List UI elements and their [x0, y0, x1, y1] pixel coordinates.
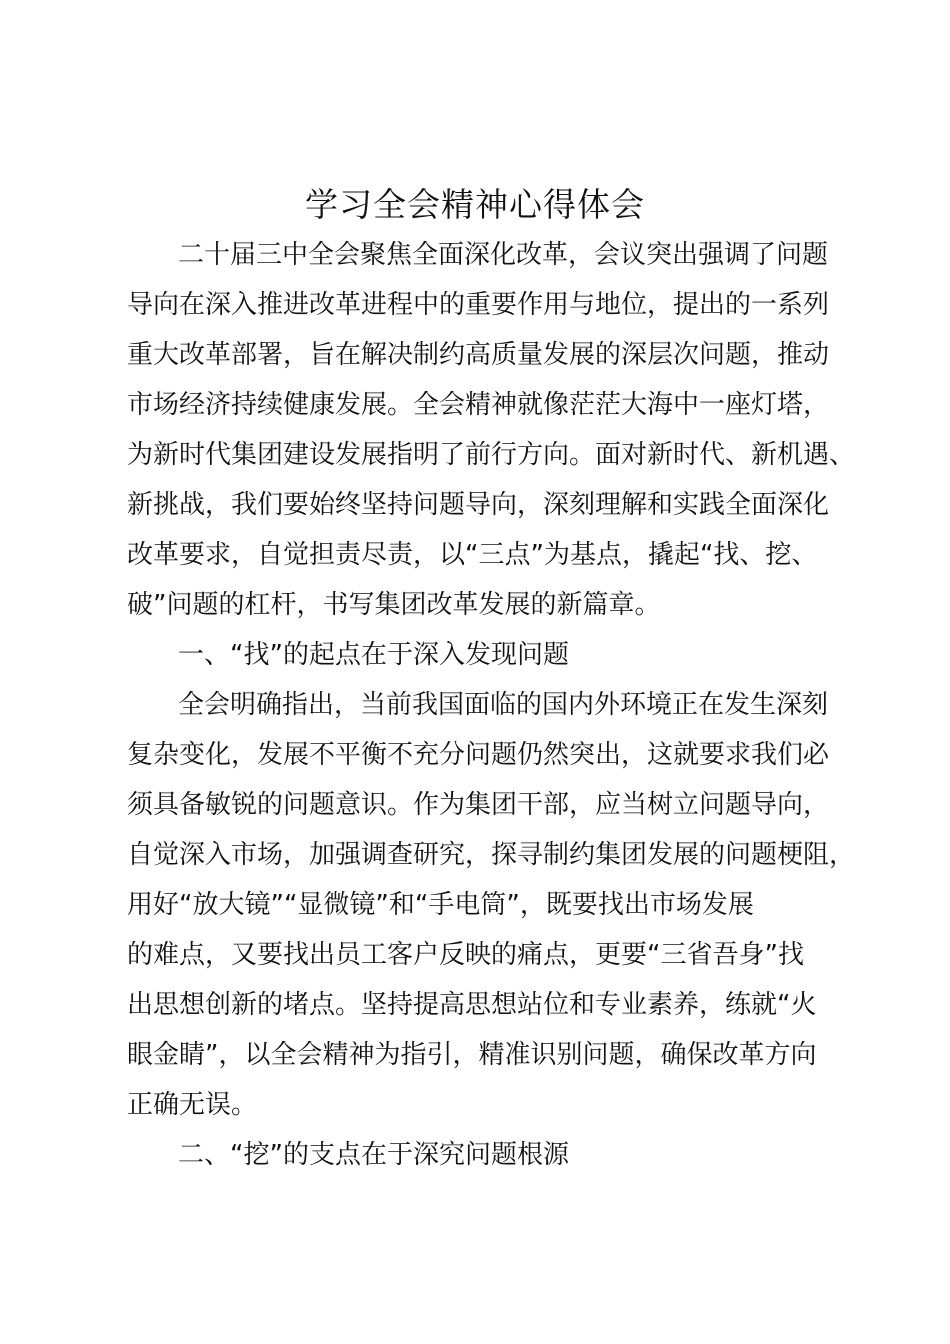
section-heading: 二、“挖”的支点在于深究问题根源 — [178, 1140, 569, 1170]
body-line: 为新时代集团建设发展指明了前行方向。面对新时代、新机遇、 — [127, 440, 856, 470]
document-title: 学习全会精神心得体会 — [305, 185, 645, 224]
body-line: 改革要求，自觉担责尽责，以“三点”为基点，撬起“找、挖、 — [127, 540, 818, 570]
section-heading: 一、“找”的起点在于深入发现问题 — [178, 640, 569, 670]
body-line: 复杂变化，发展不平衡不充分问题仍然突出，这就要求我们必 — [127, 740, 830, 770]
body-line: 市场经济持续健康发展。全会精神就像茫茫大海中一座灯塔， — [127, 390, 830, 420]
body-line: 须具备敏锐的问题意识。作为集团干部，应当树立问题导向， — [127, 790, 830, 820]
body-line: 破”问题的杠杆，书写集团改革发展的新篇章。 — [127, 590, 661, 620]
body-line: 全会明确指出，当前我国面临的国内外环境正在发生深刻 — [178, 690, 829, 720]
body-line: 正确无误。 — [127, 1090, 258, 1120]
body-line: 自觉深入市场，加强调查研究，探寻制约集团发展的问题梗阻， — [127, 840, 856, 870]
body-line: 的难点，又要找出员工客户反映的痛点，更要“三省吾身”找 — [127, 940, 804, 970]
body-line: 新挑战，我们要始终坚持问题导向，深刻理解和实践全面深化 — [127, 490, 830, 520]
body-line: 用好“放大镜”“显微镜”和“手电筒”，既要找出市场发展 — [127, 890, 754, 920]
body-line: 导向在深入推进改革进程中的重要作用与地位，提出的一系列 — [127, 290, 830, 320]
body-line: 出思想创新的堵点。坚持提高思想站位和专业素养，练就“火 — [127, 990, 817, 1020]
body-line: 眼金睛”，以全会精神为指引，精准识别问题，确保改革方向 — [127, 1040, 817, 1070]
body-line: 重大改革部署，旨在解决制约高质量发展的深层次问题，推动 — [127, 340, 830, 370]
body-line: 二十届三中全会聚焦全面深化改革，会议突出强调了问题 — [178, 240, 829, 270]
